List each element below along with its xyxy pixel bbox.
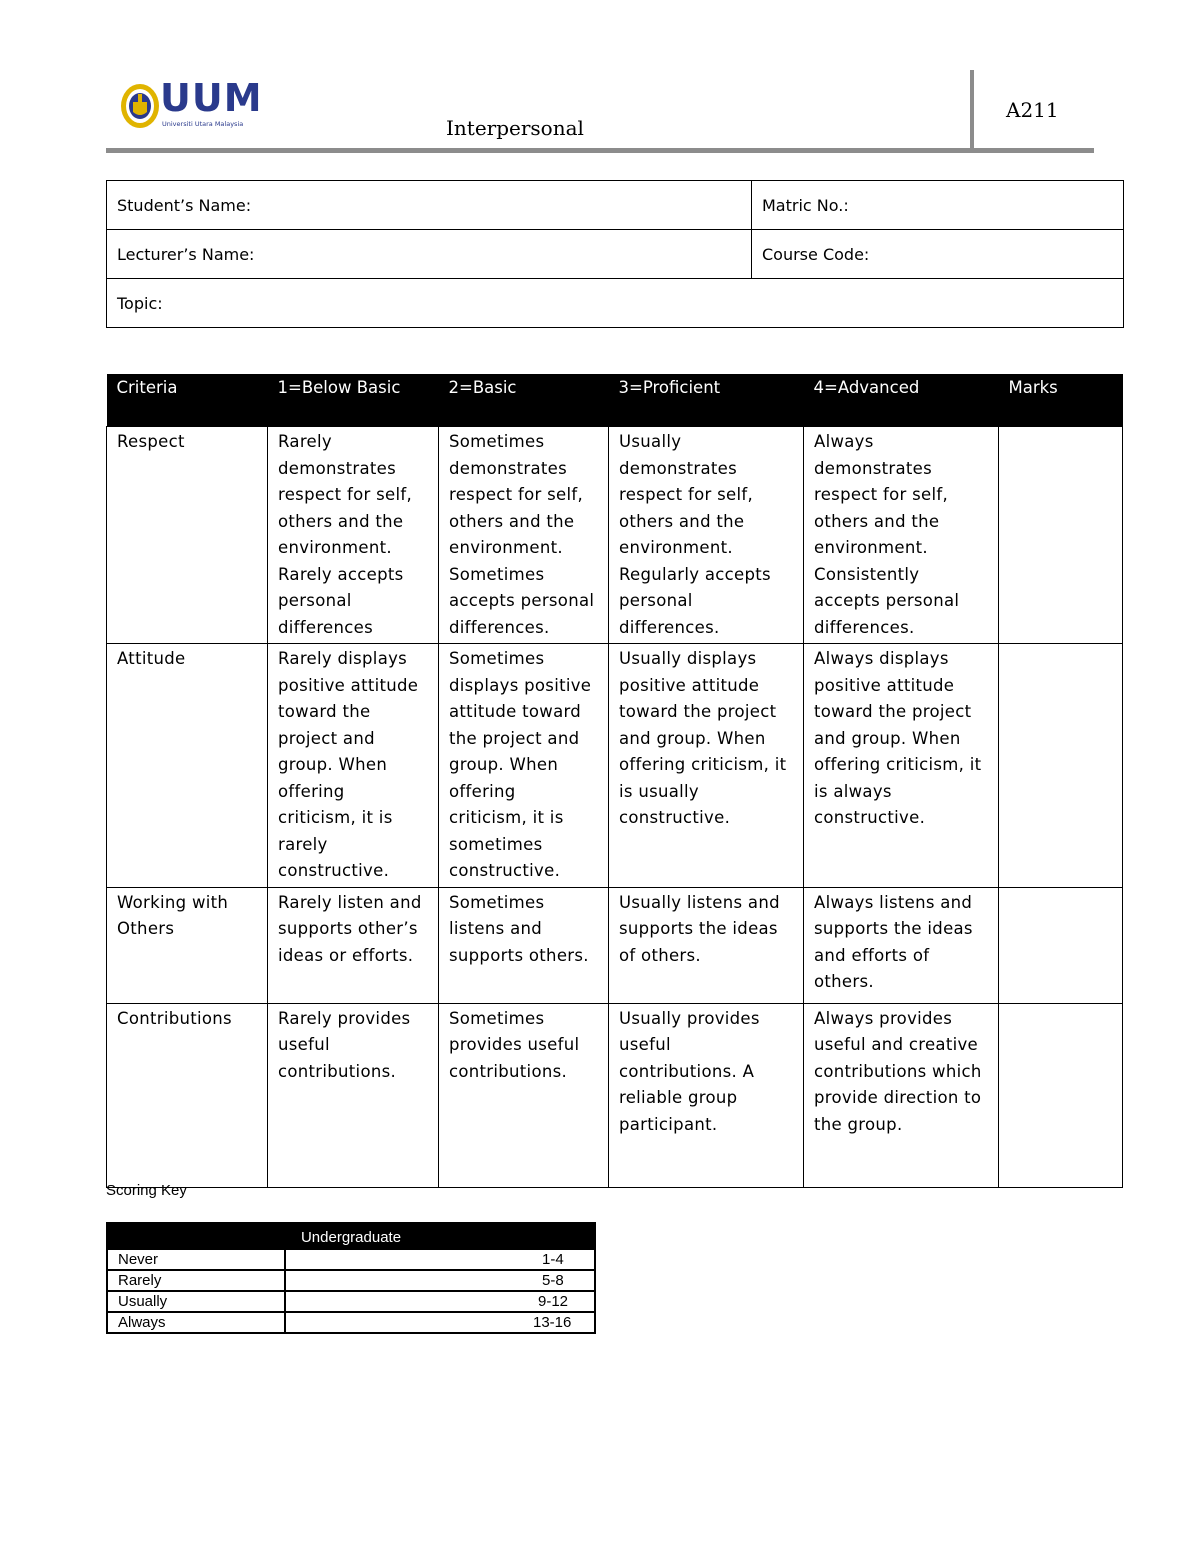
rubric-cell: Sometimes displays positive attitude toward the project and group. When offering criticism, it is sometimes constructive. (439, 644, 609, 888)
marks-cell[interactable] (999, 644, 1123, 888)
rubric-cell: Rarely displays positive attitude toward the project and group. When offering criticism, it is rarely constructive. (268, 644, 439, 888)
document-title: Interpersonal (446, 116, 584, 140)
info-row (107, 230, 1124, 279)
info-row (107, 181, 1124, 230)
rubric-row-contributions (107, 1003, 1123, 1187)
column-header-below-basic: 1=Below Basic (268, 374, 439, 427)
scoring-key-table (106, 1222, 596, 1334)
rubric-cell: Usually provides useful contributions. A reliable group participant. (609, 1003, 804, 1187)
rubric-cell: Usually listens and supports the ideas of others. (609, 887, 804, 1003)
university-seal-icon (120, 82, 160, 130)
scoring-row (107, 1270, 595, 1291)
matric-no-field[interactable]: Matric No.: (752, 181, 1124, 230)
info-row (107, 279, 1124, 328)
criteria-cell: Attitude (107, 644, 268, 888)
marks-cell[interactable] (999, 427, 1123, 644)
uum-logo (120, 76, 270, 134)
student-name-field[interactable]: Student’s Name: (107, 181, 752, 230)
rubric-cell: Always provides useful and creative contributions which provide direction to the group. (804, 1003, 999, 1187)
scoring-key-label: Scoring Key (106, 1182, 187, 1199)
rubric-cell: Usually displays positive attitude toward the project and group. When offering criticism, it is usually constructive. (609, 644, 804, 888)
marks-cell[interactable] (999, 887, 1123, 1003)
scoring-level: Always (107, 1312, 285, 1333)
rubric-header-row (107, 374, 1123, 427)
scoring-level: Rarely (107, 1270, 285, 1291)
rubric-row-respect (107, 427, 1123, 644)
document-header (106, 70, 1094, 154)
rubric-cell: Always listens and supports the ideas and efforts of others. (804, 887, 999, 1003)
header-rule (106, 148, 1094, 153)
column-header-criteria: Criteria (107, 374, 268, 427)
scoring-row (107, 1312, 595, 1333)
rubric-cell: Sometimes provides useful contributions. (439, 1003, 609, 1187)
scoring-range: 13-16 (285, 1312, 595, 1333)
marks-cell[interactable] (999, 1003, 1123, 1187)
rubric-cell: Rarely listen and supports other’s ideas or efforts. (268, 887, 439, 1003)
criteria-cell: Contributions (107, 1003, 268, 1187)
scoring-row (107, 1249, 595, 1270)
column-header-basic: 2=Basic (439, 374, 609, 427)
rubric-cell: Usually demonstrates respect for self, others and the environment. Regularly accepts personal differences. (609, 427, 804, 644)
rubric-row-attitude (107, 644, 1123, 888)
column-header-advanced: 4=Advanced (804, 374, 999, 427)
rubric-cell: Rarely demonstrates respect for self, others and the environment. Rarely accepts personal differences (268, 427, 439, 644)
course-code-field[interactable]: Course Code: (752, 230, 1124, 279)
scoring-range: 5-8 (285, 1270, 595, 1291)
document-code: A211 (1006, 98, 1059, 122)
scoring-row (107, 1291, 595, 1312)
scoring-header: Undergraduate (107, 1223, 595, 1249)
lecturer-name-field[interactable]: Lecturer’s Name: (107, 230, 752, 279)
rubric-cell: Always displays positive attitude toward the project and group. When offering criticism, it is always constructive. (804, 644, 999, 888)
column-header-marks: Marks (999, 374, 1123, 427)
scoring-level: Never (107, 1249, 285, 1270)
rubric-cell: Sometimes listens and supports others. (439, 887, 609, 1003)
rubric-cell: Rarely provides useful contributions. (268, 1003, 439, 1187)
header-divider (970, 70, 974, 152)
criteria-cell: Respect (107, 427, 268, 644)
logo-subtext: Universiti Utara Malaysia (162, 120, 244, 128)
scoring-header-row (107, 1223, 595, 1249)
criteria-cell: Working with Others (107, 887, 268, 1003)
scoring-range: 1-4 (285, 1249, 595, 1270)
rubric-cell: Always demonstrates respect for self, others and the environment. Consistently accepts personal differences. (804, 427, 999, 644)
rubric-cell: Sometimes demonstrates respect for self, others and the environment. Sometimes accepts personal differences. (439, 427, 609, 644)
rubric-table (106, 374, 1123, 1188)
topic-field[interactable]: Topic: (107, 279, 1124, 328)
scoring-level: Usually (107, 1291, 285, 1312)
rubric-row-working-with-others (107, 887, 1123, 1003)
scoring-range: 9-12 (285, 1291, 595, 1312)
student-info-table (106, 180, 1124, 328)
logo-text: UUM (160, 76, 263, 120)
column-header-proficient: 3=Proficient (609, 374, 804, 427)
